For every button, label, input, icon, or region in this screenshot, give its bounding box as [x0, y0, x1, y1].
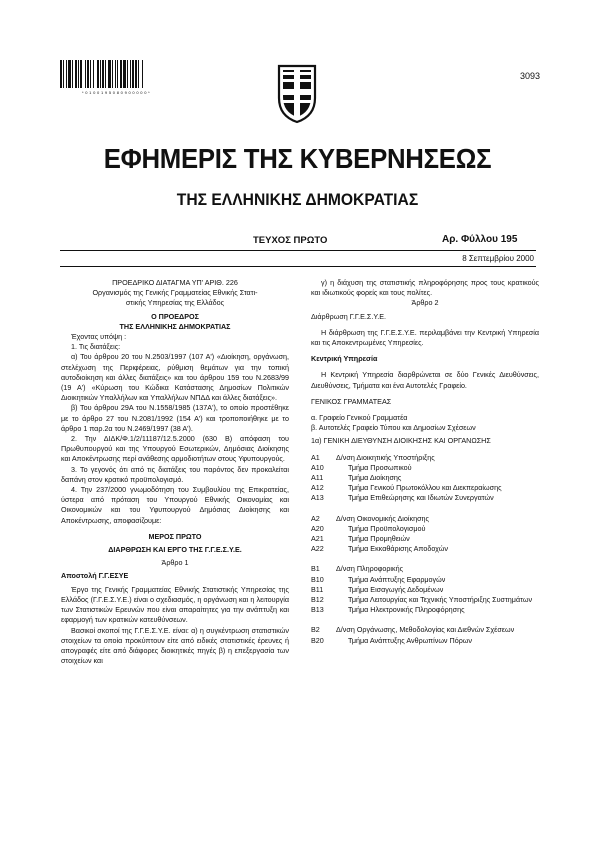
unit-code: Β10 [311, 574, 324, 584]
decree-title-line: Οργανισμός της Γενικής Γραμματείας Εθνικής Στατι- [92, 288, 258, 298]
unit-name: Δ/νση Πληροφορικής [336, 564, 404, 574]
paragraph: 2. Την ΔΙΔΚ/Φ.1/2/11187/12.5.2000 (630 Β) απόφαση του Πρωθυπουργού και της Υπουργού Εσωτερικών, Δημόσιας Διοίκησης και Αποκέντρωσης περί ανάθεσης αρμοδιοτήτων στους Υφυπουργούς. [61, 434, 289, 464]
department-row [311, 595, 539, 605]
department-row [311, 493, 539, 503]
unit-code: Α11 [311, 473, 324, 483]
paragraph: Έχοντας υπόψη : [71, 332, 127, 342]
unit-name: Τμήμα Εκκαθάρισης Αποδοχών [348, 544, 448, 554]
sheet-number: Αρ. Φύλλου 195 [442, 234, 518, 245]
unit-code: Α12 [311, 483, 324, 493]
unit-name: Τμήμα Γενικού Πρωτοκόλλου και Διεκπεραίωσης [348, 483, 502, 493]
paragraph: Έργο της Γενικής Γραμματείας Εθνικής Στατιστικής Υπηρεσίας της Ελλάδος (Γ.Γ.Ε.Σ.Υ.Ε.) είναι ο σχεδιασμός, η οργάνωση και η λειτουργία των Στατιστικών Ερευνών που είναι απαραίτητες για την ανάπτυξη και εφαρμογή των κρατικών κατευθύνσεων. [61, 584, 289, 625]
unit-code: Α10 [311, 462, 324, 472]
department-row [311, 605, 539, 615]
gazette-subtitle: ΤΗΣ ΕΛΛΗΝΙΚΗΣ ΔΗΜΟΚΡΑΤΙΑΣ [176, 190, 419, 209]
department-row [311, 636, 539, 646]
barcode-icon [60, 60, 172, 88]
unit-name: Τμήμα Ηλεκτρονικής Πληροφόρησης [348, 605, 465, 615]
department-row [311, 544, 539, 554]
part-title: ΔΙΑΡΘΡΩΣΗ ΚΑΙ ΕΡΓΟ ΤΗΣ Γ.Γ.Ε.Σ.Υ.Ε. [108, 545, 242, 555]
list-item: α. Γραφείο Γενικού Γραμματέα [311, 413, 408, 423]
article-heading: Άρθρο 2 [411, 298, 439, 308]
unit-code: Β11 [311, 584, 324, 594]
unit-name: Τμήμα Ανάπτυξης Ανθρωπίνων Πόρων [348, 635, 473, 645]
divider [60, 250, 536, 251]
unit-code: Α22 [311, 544, 324, 554]
unit-name: Τμήμα Εισαγωγής Δεδομένων [348, 584, 444, 594]
issue-type: ΤΕΥΧΟΣ ΠΡΩΤΟ [253, 235, 328, 246]
unit-code: Α2 [311, 513, 320, 523]
section-heading: Αποστολή Γ.Γ.ΕΣΥΕ [61, 571, 129, 581]
unit-code: Β13 [311, 605, 324, 615]
paragraph: Η διάρθρωση της Γ.Γ.Ε.Σ.Υ.Ε. περιλαμβάνει την Κεντρική Υπηρεσία και τις Αποκεντρωμένες Υπηρεσίες. [311, 327, 539, 348]
republic-heading: ΤΗΣ ΕΛΛΗΝΙΚΗΣ ΔΗΜΟΚΡΑΤΙΑΣ [119, 321, 231, 331]
list-item: β. Αυτοτελές Γραφείο Τύπου και Δημοσίων Σχέσεων [311, 423, 476, 433]
unit-code: Α13 [311, 493, 324, 503]
unit-name: Δ/νση Οργάνωσης, Μεθοδολογίας και Διεθνών Σχέσεων [336, 625, 515, 635]
paragraph: β) Του άρθρου 29Α του Ν.1558/1985 (137Α'), το οποίο προστέθηκε με το άρθρο 27 του Ν.2081/1992 (154 Α') και τροποποιήθηκε με το άρθρο 1 παρ.2α του Ν.2469/1997 (38 Α'). [61, 403, 289, 433]
unit-name: Τμήμα Επιθεώρησης και Ιδιωτών Συνεργατών [348, 493, 494, 503]
department-row [311, 575, 539, 585]
department-row [311, 534, 539, 544]
unit-code: Α20 [311, 523, 324, 533]
unit-name: Τμήμα Προσωπικού [348, 462, 412, 472]
directorate-row [311, 514, 539, 524]
directorate-row [311, 625, 539, 635]
unit-code: Β12 [311, 595, 324, 605]
decree-title-line: στικής Υπηρεσίας της Ελλάδος [125, 298, 225, 308]
gazette-title: ΕΦΗΜΕΡΙΣ ΤΗΣ ΚΥΒΕΡΝΗΣΕΩΣ [103, 143, 492, 174]
left-column [61, 278, 289, 666]
unit-name: Δ/νση Οικονομικής Διοίκησης [336, 513, 429, 523]
unit-name: Τμήμα Λειτουργίας και Τεχνικής Υποστήριξης Συστημάτων [348, 595, 533, 605]
article-heading: Άρθρο 1 [161, 558, 189, 568]
page-number: 3093 [519, 71, 540, 81]
unit-code: Α1 [311, 452, 320, 462]
directorate-row [311, 564, 539, 574]
unit-name: Δ/νση Διοικητικής Υποστήριξης [336, 452, 435, 462]
paragraph: 3. Το γεγονός ότι από τις διατάξεις του παρόντος δεν προκαλείται δαπάνη στον κρατικό προϋπολογισμό. [61, 464, 289, 484]
directorate-row [311, 453, 539, 463]
greek-coat-of-arms-icon [275, 62, 319, 124]
department-row [311, 463, 539, 473]
unit-name: Τμήμα Διοίκησης [348, 473, 402, 483]
department-row [311, 585, 539, 595]
unit-name: Τμήμα Προμηθειών [348, 534, 410, 544]
section-heading: Κεντρική Υπηρεσία [311, 354, 378, 364]
paragraph: α) Του άρθρου 20 του Ν.2503/1997 (107 Α') «Διοίκηση, οργάνωση, στελέχωση της Περιφέρειας, ρύθμιση θεμάτων για την τοπική αυτοδιοίκηση και άλλες διατάξεις» και του άρθρου 159 του Ν.2683/99 (19 Α') «Κύρωση του Κώδικα Κατάστασης Δημοσίων Πολιτικών Διοικητικών Υπαλλήλων και Υπαλλήλων ΝΠΔΔ και άλλες διατάξεις». [61, 352, 289, 403]
unit-code: Β1 [311, 564, 320, 574]
paragraph: 4. Την 237/2000 γνωμοδότηση του Συμβουλίου της Επικρατείας, ύστερα από πρόταση του Υπουργού Εθνικής Οικονομίας και Οικονομικών και του Υφυπουργού Δημόσιας Διοίκησης και Αποκέντρωσης, αποφασίζουμε: [61, 485, 289, 525]
divider [60, 266, 536, 267]
general-directorate-heading: 1α) ΓΕΝΙΚΗ ΔΙΕΥΘΥΝΣΗ ΔΙΟΙΚΗΣΗΣ ΚΑΙ ΟΡΓΑΝΩΣΗΣ [311, 436, 491, 446]
unit-name: Τμήμα Προϋπολογισμού [348, 523, 426, 533]
paragraph: Βασικοί σκοποί της Γ.Γ.Ε.Σ.Υ.Ε. είναι: α) η συγκέντρωση στατιστικών στοιχείων τα οποία προκύπτουν είτε από ειδικές στατιστικές έρευνες ή απογραφές είτε από διάφορες διοικητικές πηγές β) η επεξεργασία των στοιχείων και [61, 625, 289, 666]
department-row [311, 524, 539, 534]
unit-code: Α21 [311, 534, 324, 544]
issue-date: 8 Σεπτεμβρίου 2000 [462, 254, 534, 263]
paragraph: 1. Τις διατάξεις: [71, 342, 121, 352]
section-heading: ΓΕΝΙΚΟΣ ΓΡΑΜΜΑΤΕΑΣ [311, 396, 392, 406]
unit-code: Β2 [311, 625, 320, 635]
department-row [311, 473, 539, 483]
decree-heading: ΠΡΟΕΔΡΙΚΟ ΔΙΑΤΑΓΜΑ ΥΠ' ΑΡΙΘ. 226 [112, 278, 238, 287]
part-heading: ΜΕΡΟΣ ΠΡΩΤΟ [148, 531, 202, 541]
section-heading: Διάρθρωση Γ.Γ.Ε.Σ.Υ.Ε. [311, 311, 386, 321]
right-column [311, 278, 539, 646]
barcode-digits: * 0 1 0 0 1 9 5 0 8 0 9 0 0 0 0 0 * [81, 90, 151, 95]
unit-code: Β20 [311, 635, 324, 645]
unit-name: Τμήμα Ανάπτυξης Εφαρμογών [348, 574, 446, 584]
paragraph: Η Κεντρική Υπηρεσία διαρθρώνεται σε δύο Γενικές Διευθύνσεις, Διευθύνσεις, Τμήματα και ένα Αυτοτελές Γραφείο. [311, 370, 539, 390]
department-row [311, 483, 539, 493]
unit-list [311, 453, 539, 646]
paragraph: γ) η διάχυση της στατιστικής πληροφόρησης προς τους κρατικούς και ιδιωτικούς φορείς και τους πολίτες. [311, 278, 539, 298]
president-heading: Ο ΠΡΟΕΔΡΟΣ [151, 311, 199, 321]
